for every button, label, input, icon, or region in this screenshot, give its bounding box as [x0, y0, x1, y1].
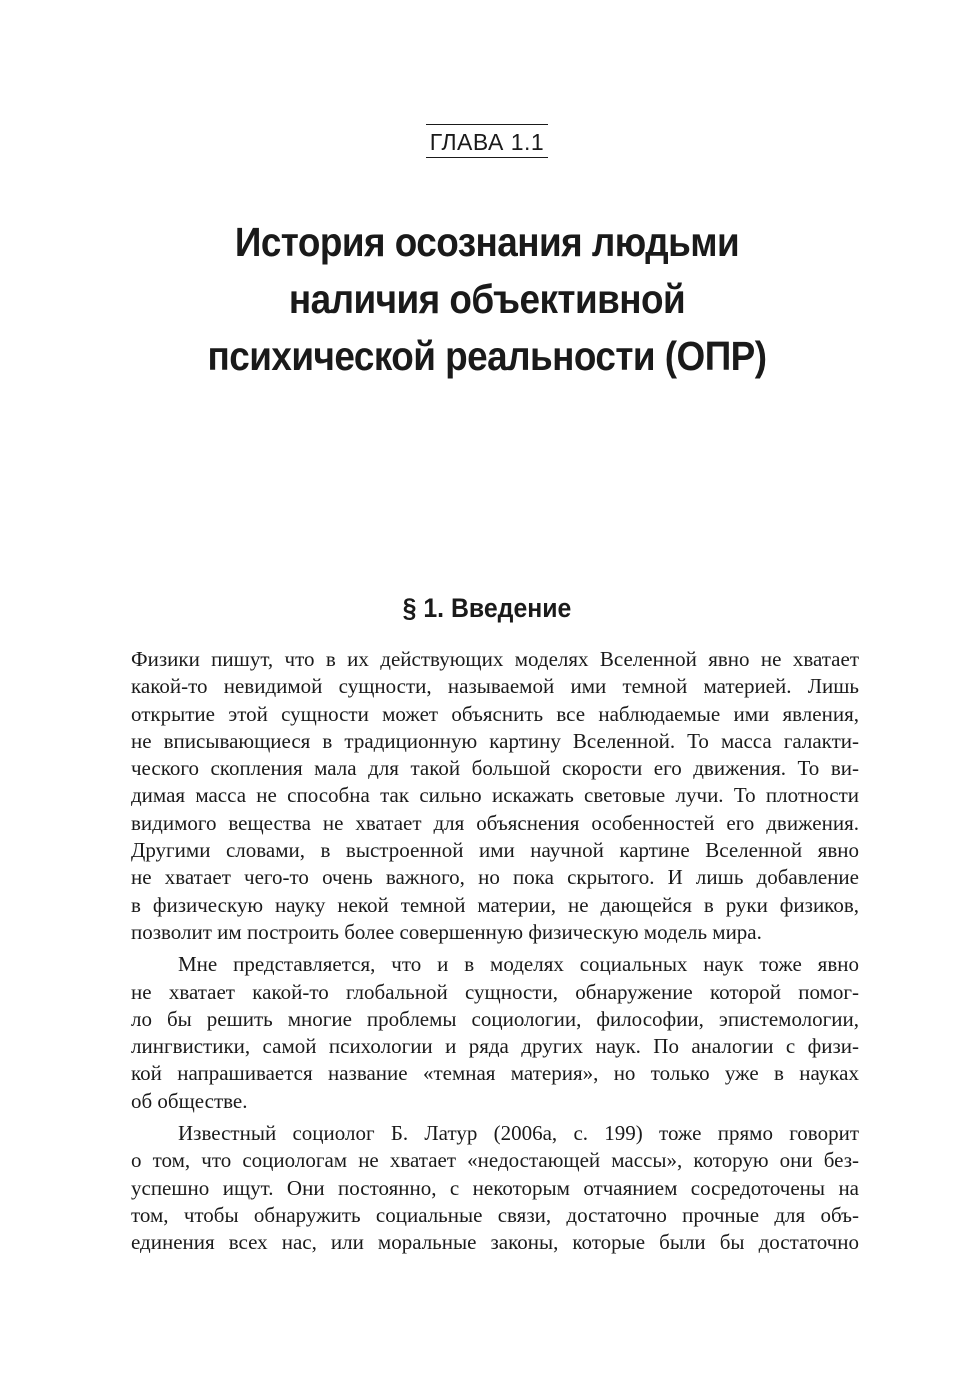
text-line: видимого вещества не хватает для объяснения особенностей его движения.: [131, 810, 859, 835]
section-heading: § 1. Введение: [402, 593, 572, 623]
text-line: открытие этой сущности может объяснить все наблюдаемые ими явления,: [131, 701, 859, 726]
text-line: ло бы решить многие проблемы социологии, философии, эпистемологии,: [131, 1006, 859, 1031]
text-line: об обществе.: [131, 1088, 248, 1113]
body-text: [131, 646, 859, 1262]
paragraph-2: [131, 951, 859, 1115]
text-line: не вписывающиеся в традиционную картину Вселенной. То масса галакти-: [131, 728, 859, 753]
text-line: Физики пишут, что в их действующих моделях Вселенной явно не хватает: [131, 647, 859, 671]
text-line: в физическую науку некой темной материи, не дающейся в руки физиков,: [131, 892, 859, 917]
text-line: успешно ищут. Они постоянно, с некоторым отчаянием сосредоточены на: [131, 1175, 859, 1200]
paragraph-3: [131, 1120, 859, 1256]
text-line: не хватает какой-то глобальной сущности, обнаружение которой помог-: [131, 979, 859, 1004]
chapter-title-line: История осознания людьми: [234, 219, 740, 265]
text-line: лингвистики, самой психологии и ряда других наук. По аналогии с физи-: [131, 1034, 859, 1059]
chapter-label-text: ГЛАВА 1.1: [426, 124, 548, 158]
text-line: том, чтобы обнаружить социальные связи, достаточно прочные для объ-: [131, 1202, 859, 1227]
text-line: димая масса не способна так сильно искажать световые лучи. То плотности: [131, 783, 859, 808]
text-line: ческого скопления мала для такой большой скорости его движения. То ви-: [131, 756, 859, 781]
text-line: Мне представляется, что и в моделях социальных наук тоже явно: [178, 952, 859, 977]
text-line: о том, что социологам не хватает «недостающей массы», которую они без-: [131, 1148, 859, 1173]
chapter-title: [139, 214, 836, 385]
chapter-label: [0, 124, 974, 158]
chapter-title-line: психической реальности (ОПР): [207, 333, 767, 379]
text-line: Другими словами, в выстроенной ими научной картине Вселенной явно: [131, 838, 859, 863]
paragraph-1: [131, 646, 859, 946]
text-line: Известный социолог Б. Латур (2006а, с. 199) тоже прямо говорит: [178, 1121, 859, 1146]
text-line: кой напрашивается название «темная материя», но только уже в науках: [131, 1061, 859, 1086]
chapter-title-line: наличия объективной: [288, 276, 686, 322]
text-line: не хватает чего-то очень важного, но пока скрытого. И лишь добавление: [131, 865, 859, 890]
text-line: единения всех нас, или моральные законы, которые были бы достаточно: [131, 1230, 859, 1255]
text-line: какой-то невидимой сущности, называемой ими темной материей. Лишь: [131, 674, 859, 699]
text-line: позволит им построить более совершенную физическую модель мира.: [131, 919, 762, 944]
